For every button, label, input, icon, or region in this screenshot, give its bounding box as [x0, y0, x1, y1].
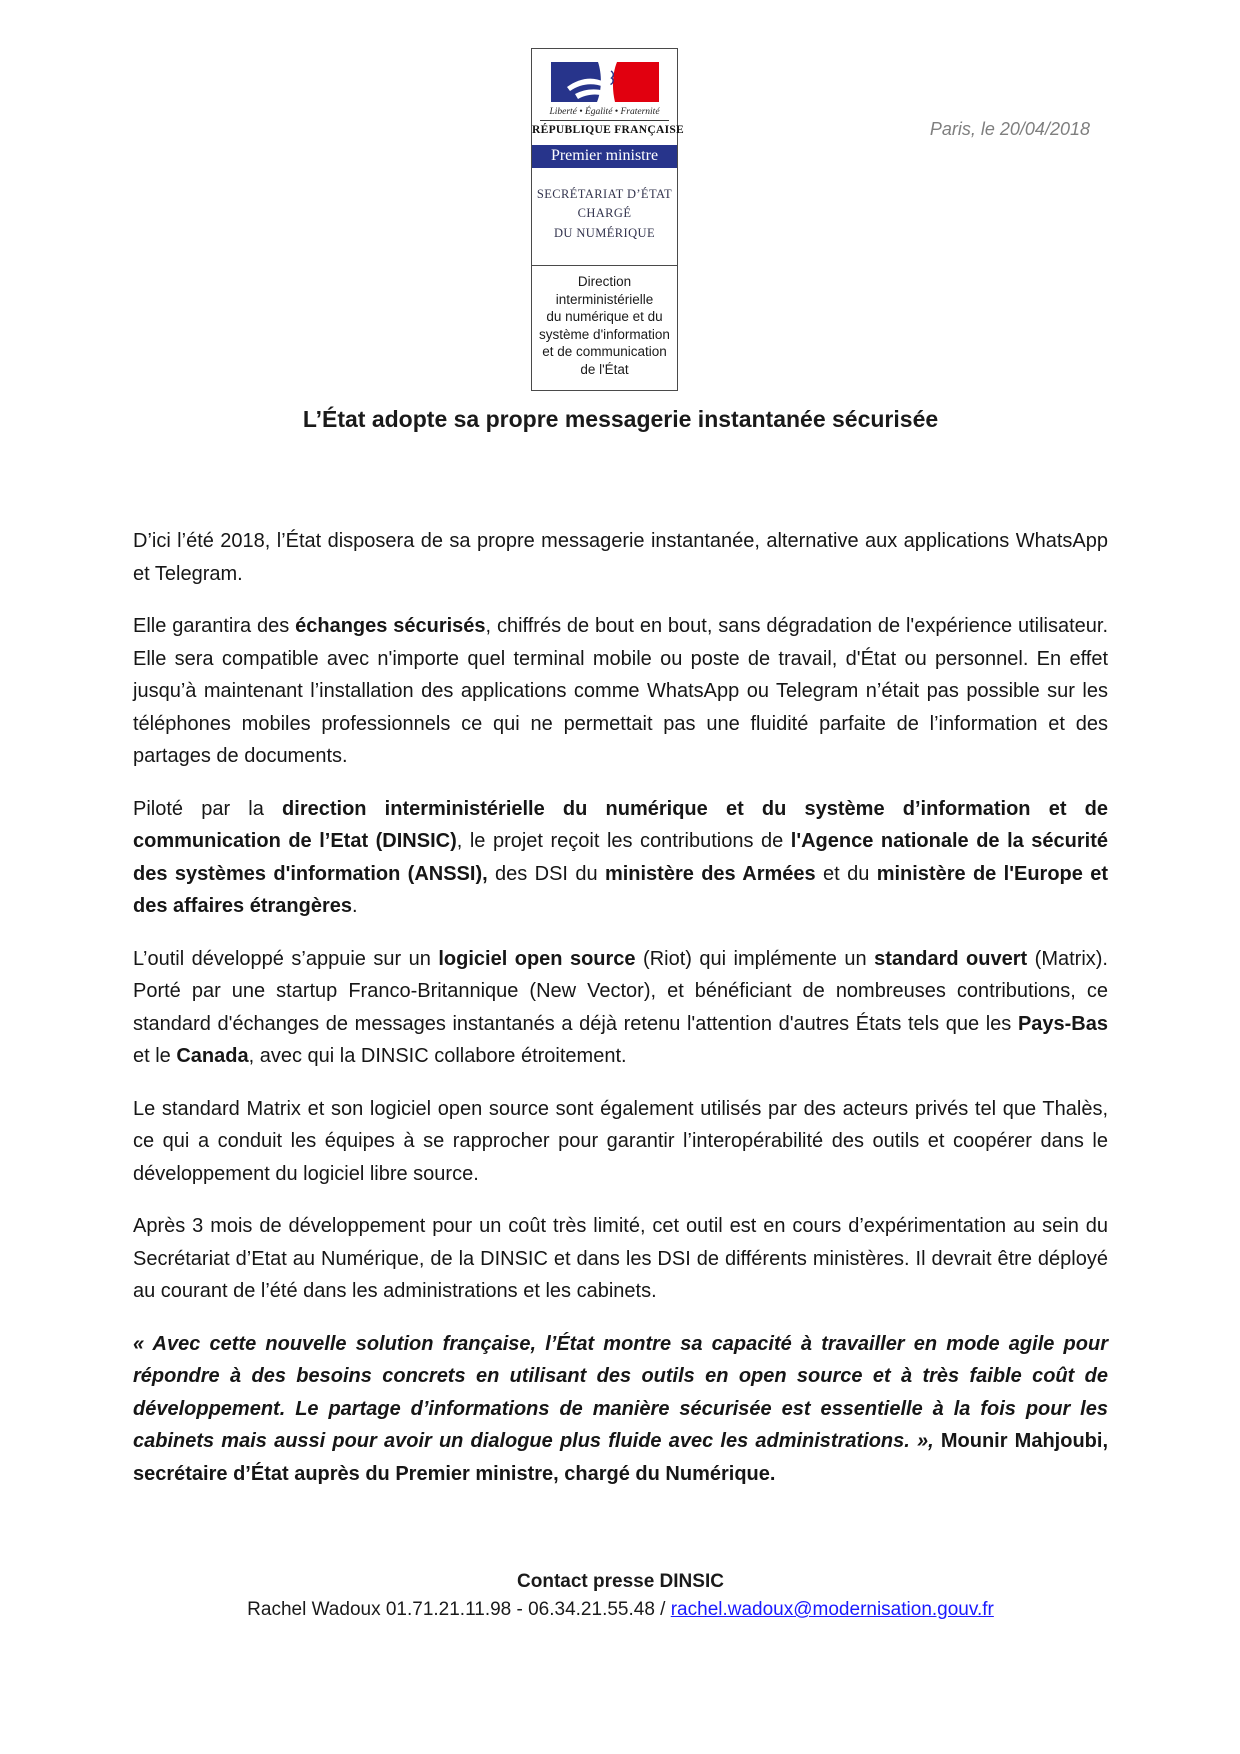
text-run: ministère des Armées [604, 862, 816, 885]
republic-text: RÉPUBLIQUE FRANÇAISE [532, 124, 685, 136]
body-paragraph [133, 943, 1108, 1073]
text-run: Mounir Mahjoubi, secrétaire d’État auprès du Premier ministre, chargé du Numérique. [133, 1430, 1108, 1485]
body-paragraph [133, 793, 1108, 923]
text-run: . [352, 895, 358, 917]
text-run: Pays-Bas [1017, 1012, 1108, 1035]
direction-line: système d'information [539, 326, 670, 342]
body-text [133, 525, 1108, 1490]
body-paragraph [133, 610, 1108, 773]
dateline: Paris, le 20/04/2018 [929, 119, 1090, 139]
text-run: Elle garantira des [133, 615, 296, 637]
secretariat-line: SECRÉTARIAT D’ÉTAT [536, 187, 673, 201]
direction-line: interministérielle [555, 291, 654, 307]
secretariat-line: DU NUMÉRIQUE [554, 225, 655, 240]
text-run: L’outil développé s’appuie sur un [133, 947, 439, 970]
text-run: ministère de l'Europe et des affaires étrangères [133, 862, 1109, 917]
secretariat-line: CHARGÉ [577, 206, 632, 221]
direction-line: de l'État [580, 361, 629, 377]
page-title: L’État adopte sa propre messagerie instantanée sécurisée [302, 406, 939, 432]
motto-text: Liberté • Égalité • Fraternité [540, 107, 669, 121]
text-run: , le projet reçoit les contributions de [456, 830, 791, 852]
quote-paragraph [133, 1328, 1108, 1491]
text-run: D’ici l’été 2018, l’État disposera de sa propre messagerie instantanée, alternative aux applications WhatsApp et Telegram. [133, 530, 1108, 585]
text-run: l'Agence nationale de la sécurité des systèmes d'information (ANSSI), [133, 830, 1109, 885]
premier-ministre-banner: Premier ministre [532, 145, 677, 168]
text-run: Après 3 mois de développement pour un coût très limité, cet outil est en cours d’expérimentation au sein du Secrétariat d’Etat au Numérique, de la DINSIC et dans les DSI de différents ministères. Il devrait être déployé au courant de l’été dans les administrations et les cabinets. [133, 1215, 1108, 1302]
contact-line [133, 1596, 1108, 1624]
text-run: et du [815, 862, 877, 885]
direction-line: du numérique et du [546, 309, 663, 325]
text-run: échanges sécurisés [295, 615, 486, 637]
body-paragraph [133, 1210, 1108, 1308]
text-run: (Matrix). Porté par une startup Franco-Britannique (New Vector), et bénéficiant de nombreuses contributions, ce standard d'échanges de messages instantanés a déjà retenu l'attention d'autres États tels que les [133, 947, 1108, 1035]
text-run: logiciel open source [438, 947, 636, 970]
document-content [133, 0, 1108, 1624]
body-paragraph [133, 1093, 1108, 1191]
contact-details: Rachel Wadoux 01.71.21.11.98 - 06.34.21.55.48 / [247, 1599, 671, 1620]
body-paragraph [133, 525, 1108, 590]
text-run: Piloté par la [133, 797, 283, 820]
text-run: « Avec cette nouvelle solution française, l’État montre sa capacité à travailler en mode agile pour répondre à des besoins concrets en utilisant des outils en open source et à très faible coût de développement. Le partage d’informations de manière sécurisée est essentielle à la fois pour les cabinets mais aussi pour avoir un dialogue plus fluide avec les administrations. », [133, 1332, 1108, 1452]
text-run: des DSI du [487, 862, 605, 885]
direction-line: et de communication [542, 344, 667, 360]
contact-title: Contact presse DINSIC [517, 1571, 724, 1592]
email-link[interactable]: rachel.wadoux@modernisation.gouv.fr [670, 1599, 994, 1620]
text-run: Le standard Matrix et son logiciel open source sont également utilisés par des acteurs privés tel que Thalès, ce qui a conduit les équipes à se rapprocher pour garantir l’interopérabilité des outils et coopérer dans le développement du logiciel libre source. [133, 1097, 1108, 1185]
text-run: standard ouvert [874, 947, 1028, 970]
text-run: et le [133, 1045, 177, 1067]
text-run: Canada [176, 1045, 249, 1067]
text-run: direction interministérielle du numérique et du système d’information et de communication de l’Etat (DINSIC) [133, 797, 1109, 852]
direction-line: Direction [577, 274, 632, 290]
contact-block [133, 1568, 1108, 1624]
text-run: , chiffrés de bout en bout, sans dégradation de l'expérience utilisateur. Elle sera compatible avec n'importe quel terminal mobile ou poste de travail, d'État ou personnel. En effet jusqu’à maintenant l’installation des applications comme WhatsApp ou Telegram n’était pas possible sur les téléphones mobiles professionnels ce qui ne permettait pas une fluidité parfaite de l’information et des partages de documents. [133, 615, 1108, 767]
text-run: (Riot) qui implémente un [635, 947, 875, 970]
text-run: , avec qui la DINSIC collabore étroitement. [248, 1045, 627, 1067]
